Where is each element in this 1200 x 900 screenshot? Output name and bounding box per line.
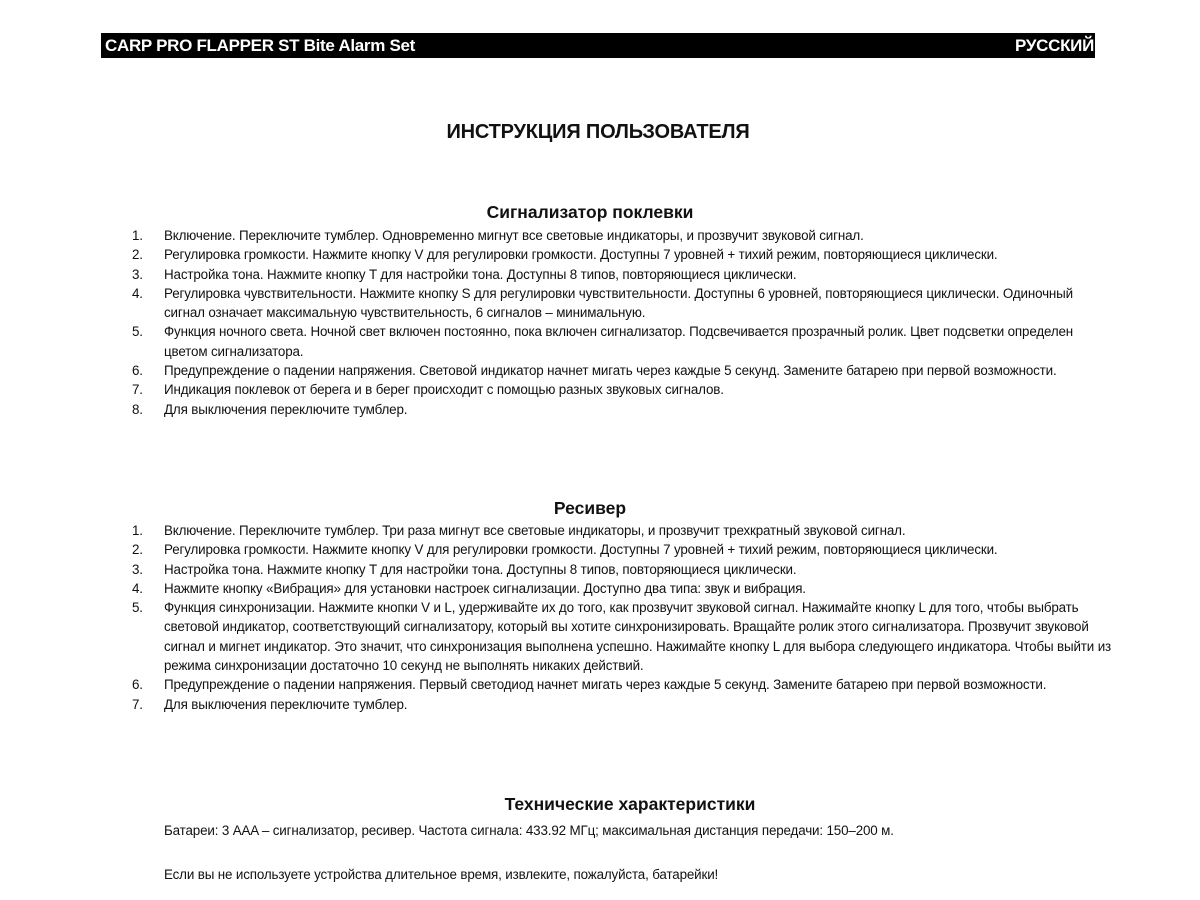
list-number: 7. — [132, 696, 143, 712]
list-number: 5. — [132, 600, 143, 616]
list-text: Функция ночного света. Ночной свет включен постоянно, пока включен сигнализатор. Подсвечивается прозрачный ролик. Цвет подсветки определен цветом сигнализатора. — [164, 324, 1074, 359]
section-title-bite-alarm: Сигнализатор поклевки — [486, 202, 694, 222]
list-text: Настройка тона. Нажмите кнопку T для настройки тона. Доступны 8 типов, повторяющиеся циклически. — [164, 266, 797, 282]
list-number: 2. — [132, 247, 143, 263]
list-item — [132, 361, 1112, 380]
list-item — [132, 245, 1112, 264]
list-text: Предупреждение о падении напряжения. Первый светодиод начнет мигать через каждые 5 секунд. Замените батарею при первой возможности. — [164, 677, 1047, 693]
list-text: Регулировка чувствительности. Нажмите кнопку S для регулировки чувствительности. Доступны 6 уровней, повторяющиеся циклически. Одиночный сигнал означает максимальную чувствительность, 6 сигналов – минимальную. — [164, 285, 1073, 321]
document-title: ИНСТРУКЦИЯ ПОЛЬЗОВАТЕЛЯ — [446, 121, 750, 143]
list-item — [132, 400, 1112, 419]
list-text: Для выключения переключите тумблер. — [164, 401, 408, 417]
list-item — [132, 695, 1112, 714]
list-item — [132, 675, 1112, 694]
header-title: CARP PRO FLAPPER ST Bite Alarm Set — [105, 35, 416, 55]
list-number: 6. — [132, 363, 143, 379]
list-number: 7. — [132, 382, 143, 398]
list-item — [132, 598, 1112, 675]
list-item — [132, 380, 1112, 399]
battery-note: Если вы не используете устройства длительное время, извлеките, пожалуйста, батарейки! — [164, 867, 719, 882]
list-number: 5. — [132, 324, 143, 340]
list-item — [132, 540, 1112, 559]
list-text: Для выключения переключите тумблер. — [164, 696, 408, 712]
list-number: 8. — [132, 401, 143, 417]
list-number: 4. — [132, 285, 143, 301]
list-text: Функция синхронизации. Нажмите кнопки V и L, удерживайте их до того, как прозвучит звуковой сигнал. Нажимайте кнопку L для того, чтобы выбрать световой индикатор, соответствующий сигнализатору, который вы хотите синхронизировать. Вращайте ролик этого сигнализатора. Прозвучит звуковой сигнал и мигнет индикатор. Это значит, что синхронизация выполнена успешно. Нажимайте кнопку L для выбора следующего индикатора. Чтобы выйти из режима синхронизации достаточно 10 секунд не выполнять никаких действий. — [164, 600, 1112, 674]
list-item — [132, 284, 1112, 323]
specs-text: Батареи: 3 AAA – сигнализатор, ресивер. Частота сигнала: 433.92 МГц; максимальная дистанция передачи: 150–200 м. — [164, 823, 894, 838]
bite-alarm-instructions-list — [132, 226, 1112, 419]
list-text: Нажмите кнопку «Вибрация» для установки настроек сигнализации. Доступно два типа: звук и вибрация. — [164, 580, 806, 596]
list-text: Регулировка громкости. Нажмите кнопку V для регулировки громкости. Доступны 7 уровней + тихий режим, повторяющиеся циклически. — [164, 247, 998, 263]
list-item — [132, 579, 1112, 598]
header-bar — [101, 33, 1095, 58]
section-title-receiver: Ресивер — [553, 498, 627, 518]
list-number: 1. — [132, 228, 143, 243]
list-number: 2. — [132, 542, 143, 558]
list-item — [132, 521, 1112, 540]
list-item — [132, 322, 1112, 361]
list-text: Настройка тона. Нажмите кнопку T для настройки тона. Доступны 8 типов, повторяющиеся циклически. — [164, 561, 797, 577]
list-text: Включение. Переключите тумблер. Три раза мигнут все световые индикаторы, и прозвучит трехкратный звуковой сигнал. — [164, 523, 906, 538]
list-item — [132, 560, 1112, 579]
list-text: Включение. Переключите тумблер. Одновременно мигнут все световые индикаторы, и прозвучит звуковой сигнал. — [164, 228, 864, 243]
list-item — [132, 265, 1112, 284]
list-number: 3. — [132, 561, 143, 577]
section-title-specs: Технические характеристики — [504, 794, 756, 814]
list-number: 1. — [132, 523, 143, 538]
receiver-instructions-list — [132, 521, 1112, 714]
list-number: 3. — [132, 266, 143, 282]
list-text: Предупреждение о падении напряжения. Световой индикатор начнет мигать через каждые 5 секунд. Замените батарею при первой возможности. — [164, 363, 1057, 379]
header-language: РУССКИЙ — [1015, 35, 1094, 55]
list-text: Индикация поклевок от берега и в берег происходит с помощью разных звуковых сигналов. — [164, 382, 724, 398]
list-number: 6. — [132, 677, 143, 693]
list-text: Регулировка громкости. Нажмите кнопку V для регулировки громкости. Доступны 7 уровней + тихий режим, повторяющиеся циклически. — [164, 542, 998, 558]
list-number: 4. — [132, 580, 143, 596]
list-item — [132, 226, 1112, 245]
